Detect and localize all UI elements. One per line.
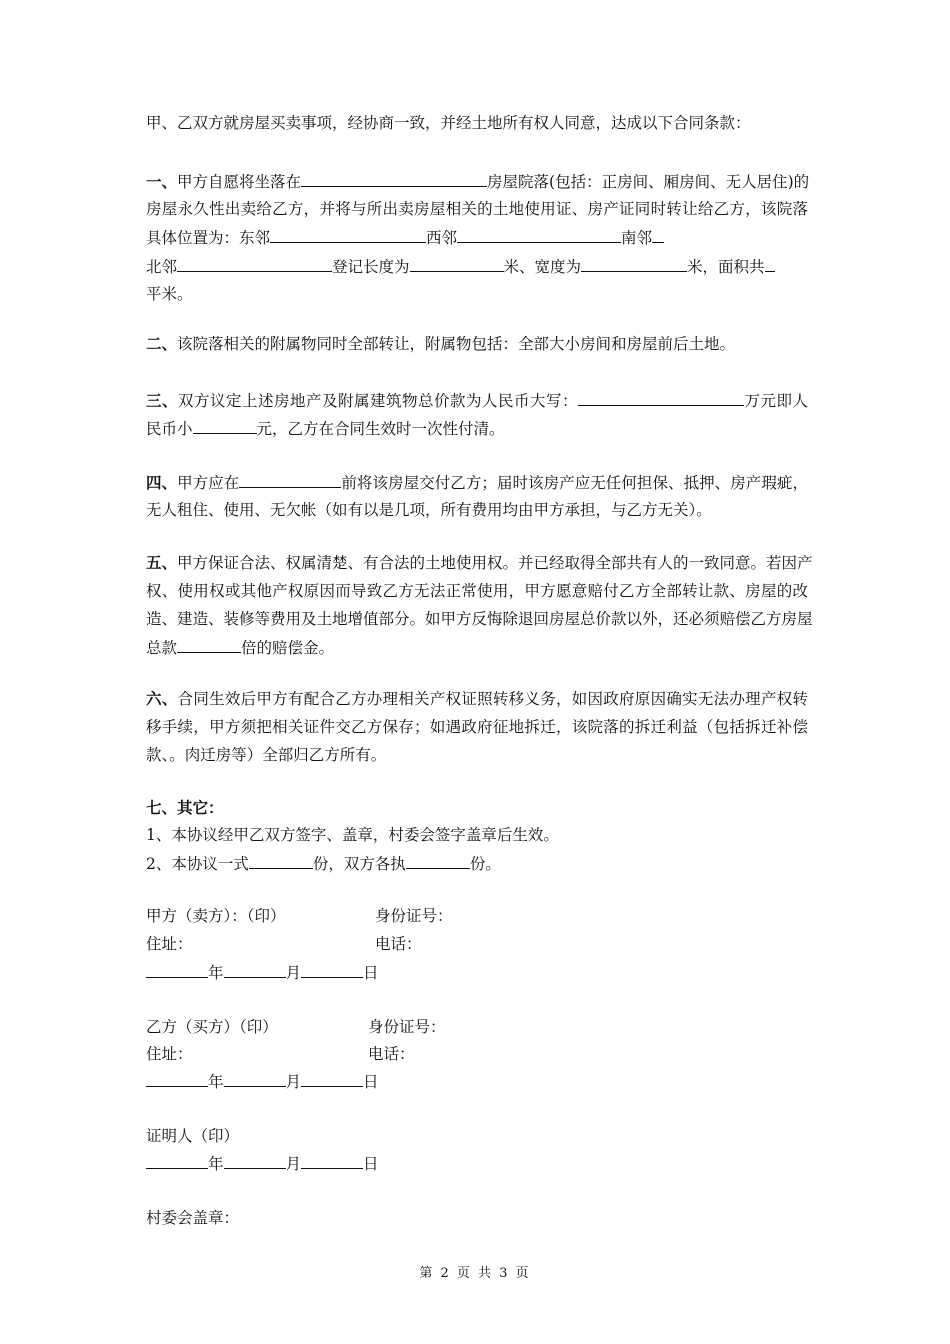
blank-length[interactable] xyxy=(410,255,504,272)
party-a-date: 年 月 日 xyxy=(146,961,379,984)
section-7-title: 七、其它： xyxy=(146,798,224,817)
blank-east[interactable] xyxy=(270,226,426,243)
section-1-line-1: 一、甲方自愿将坐落在 房屋院落(包括：正房间、厢房间、无人居住)的 xyxy=(146,172,810,191)
blank-w-month[interactable] xyxy=(224,1152,286,1169)
witness-label: 证明人（印） xyxy=(146,1127,240,1145)
blank-width[interactable] xyxy=(581,255,687,272)
party-b-label: 乙方（买方）（印） xyxy=(146,1018,278,1036)
section-4-line-2: 无人租住、使用、无欠帐（如有以是几项，所有费用均由甲方承担，与乙方无关）。 xyxy=(146,501,712,519)
section-1-number: 一、 xyxy=(146,172,178,191)
blank-west[interactable] xyxy=(457,226,621,243)
section-3-number: 三、 xyxy=(146,391,178,410)
blank-handover-date[interactable] xyxy=(239,471,341,488)
party-a-address-label: 住址： xyxy=(146,935,193,953)
blank-w-day[interactable] xyxy=(301,1152,363,1169)
section-3-line-2: 民币小 元，乙方在合同生效时一次性付清。 xyxy=(146,417,505,440)
party-a-label: 甲方（卖方）：（印） xyxy=(146,907,286,925)
blank-south[interactable] xyxy=(652,226,664,243)
blank-north[interactable] xyxy=(177,255,332,272)
page-footer: 第 2 页 共 3 页 xyxy=(419,1266,531,1281)
section-5-line-2: 权、使用权或其他产权原因而导致乙方无法正常使用，甲方愿意赔付乙方全部转让款、房屋的改 xyxy=(146,582,808,600)
blank-w-year[interactable] xyxy=(146,1152,208,1169)
intro-paragraph: 甲、乙双方就房屋买卖事项，经协商一致，并经土地所有权人同意，达成以下合同条款： xyxy=(146,114,751,132)
section-6-number: 六、 xyxy=(146,689,178,708)
section-5-line-1: 五、甲方保证合法、权属清楚、有合法的土地使用权。并已经取得全部共有人的一致同意。若因产 xyxy=(146,553,813,572)
blank-compensation-multiple[interactable] xyxy=(177,636,241,653)
blank-a-day[interactable] xyxy=(301,961,363,978)
party-b-address-label: 住址： xyxy=(146,1045,193,1063)
section-5-line-3: 造、建造、装修等费用及土地增值部分。如甲方反悔除退回房屋总价款以外，还必须赔偿乙方房屋 xyxy=(146,610,813,628)
section-7-item-1: 1、本协议经甲乙双方签字、盖章，村委会签字盖章后生效。 xyxy=(146,826,559,844)
blank-area[interactable] xyxy=(765,255,775,272)
section-3-line-1: 三、双方议定上述房地产及附属建筑物总价款为人民币大写： 万元即人 xyxy=(146,391,808,410)
section-1-line-3: 具体位置为：东邻 西邻 南邻 xyxy=(146,226,664,249)
blank-price-figures[interactable] xyxy=(193,417,257,434)
blank-copies-each[interactable] xyxy=(406,852,470,869)
blank-b-day[interactable] xyxy=(301,1070,363,1087)
blank-location[interactable] xyxy=(301,170,487,187)
section-4-line-1: 四、甲方应在 前将该房屋交付乙方；届时该房产应无任何担保、抵押、房产瑕疵， xyxy=(146,473,808,492)
section-5-number: 五、 xyxy=(146,553,178,572)
blank-price-words[interactable] xyxy=(578,389,744,406)
section-6-line-3: 款、。肉迁房等）全部归乙方所有。 xyxy=(146,746,387,764)
blank-a-month[interactable] xyxy=(224,961,286,978)
party-b-date: 年 月 日 xyxy=(146,1070,379,1093)
section-4-number: 四、 xyxy=(146,473,178,492)
party-a-phone-label: 电话： xyxy=(375,935,422,953)
village-committee-seal-label: 村委会盖章： xyxy=(146,1209,240,1227)
section-2-number: 二、 xyxy=(146,334,178,353)
section-6-line-2: 移手续，甲方须把相关证件交乙方保存；如遇政府征地拆迁，该院落的拆迁利益（包括拆迁补偿 xyxy=(146,718,808,736)
party-b-id-label: 身份证号： xyxy=(368,1018,446,1036)
blank-copies-total[interactable] xyxy=(249,852,313,869)
witness-date: 年 月 日 xyxy=(146,1152,379,1175)
blank-b-month[interactable] xyxy=(224,1070,286,1087)
section-7-item-2: 2、本协议一式 份，双方各执 份。 xyxy=(146,852,501,875)
party-a-id-label: 身份证号： xyxy=(375,907,453,925)
section-6-line-1: 六、合同生效后甲方有配合乙方办理相关产权证照转移义务，如因政府原因确实无法办理产权转 xyxy=(146,689,808,708)
blank-b-year[interactable] xyxy=(146,1070,208,1087)
section-5-line-4: 总款 倍的赔偿金。 xyxy=(146,636,334,659)
section-1-line-5: 平米。 xyxy=(146,285,193,303)
section-2: 二、该院落相关的附属物同时全部转让，附属物包括：全部大小房间和房屋前后土地。 xyxy=(146,334,736,353)
section-1-line-2: 房屋永久性出卖给乙方，并将与所出卖房屋相关的土地使用证、房产证同时转让给乙方，该院落 xyxy=(146,200,808,218)
party-b-phone-label: 电话： xyxy=(368,1045,415,1063)
blank-a-year[interactable] xyxy=(146,961,208,978)
section-1-line-4: 北邻 登记长度为 米、宽度为 米，面积共 xyxy=(146,255,775,278)
